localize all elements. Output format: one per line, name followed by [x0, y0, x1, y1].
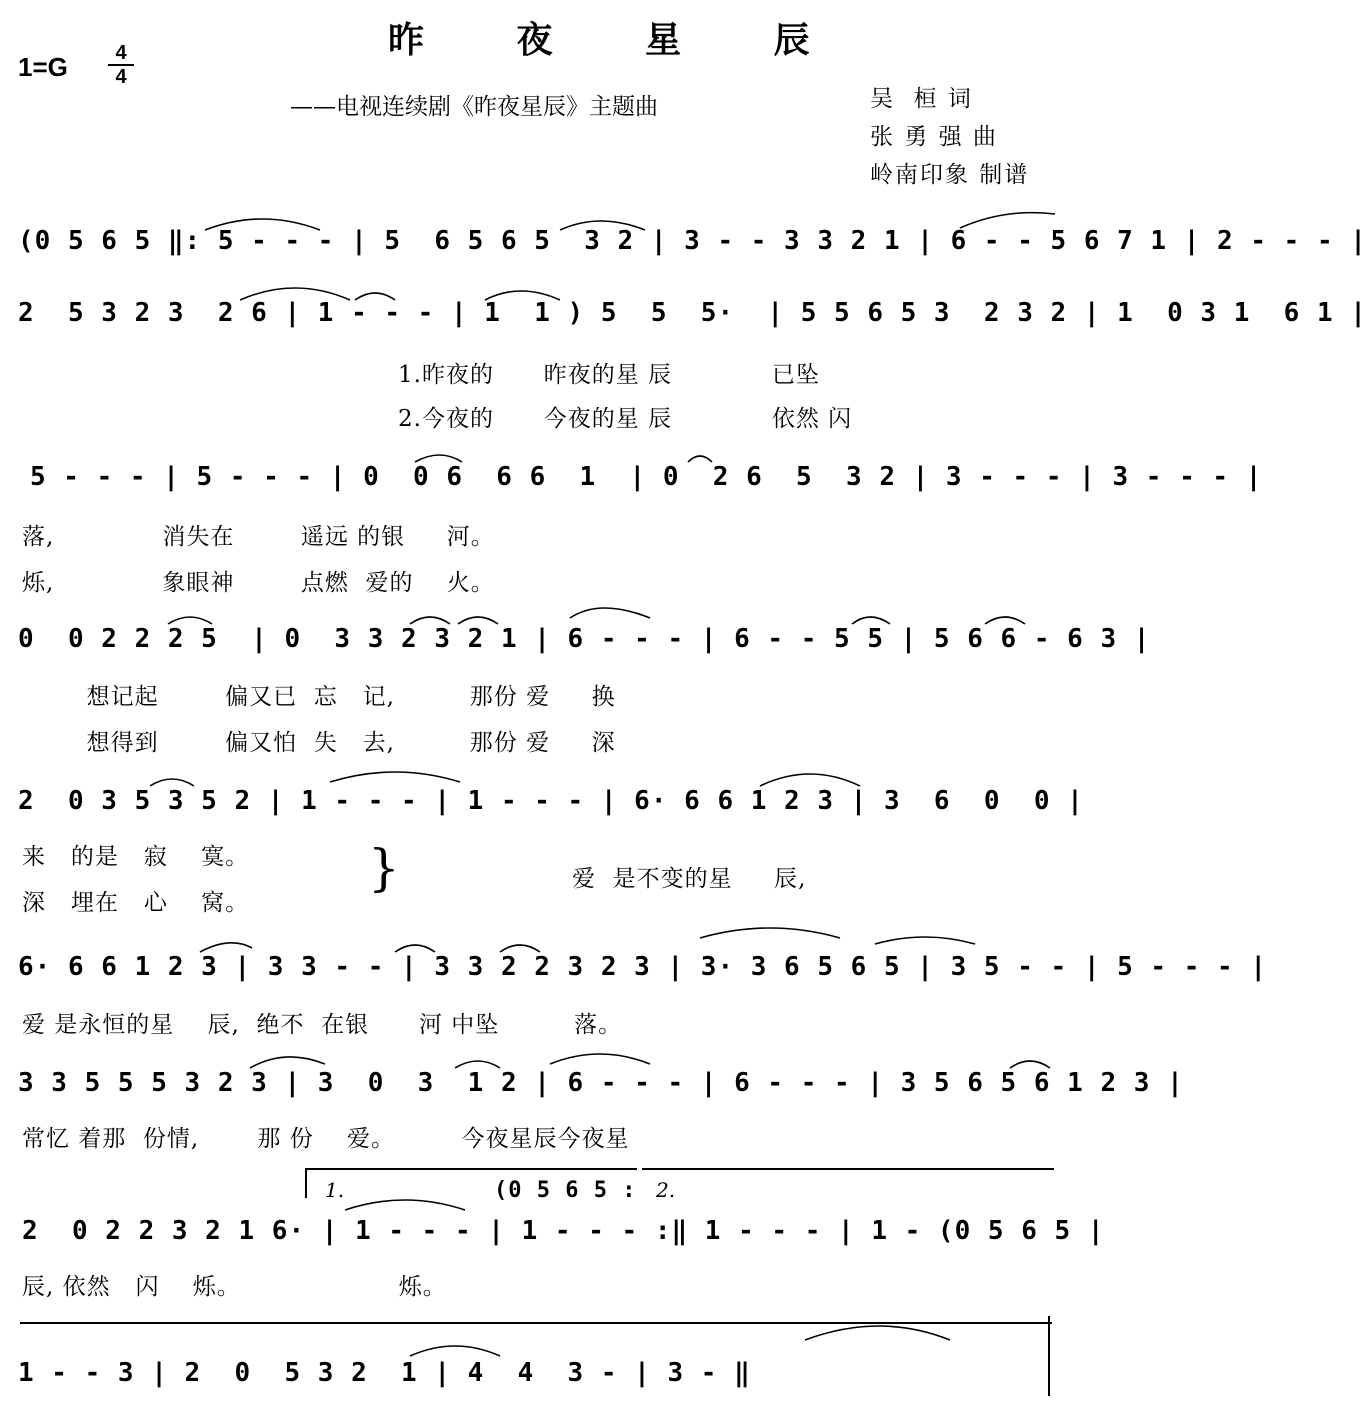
- notation-line-7: 3 3 5 5 5 3 2 3 | 3 0 3 1 2 | 6 - - - | 6 - - - | 3 5 6 5 6 1 2 3 |: [18, 1068, 1184, 1098]
- song-title: 昨 夜 星 辰: [388, 19, 850, 61]
- transcriber-credit: 岭南印象 制谱: [870, 162, 1030, 188]
- notation-line-1: (0 5 6 5 ‖: 5 - - - | 5 6 5 6 5 3 2 | 3 - - 3 3 2 1 | 6 - - 5 6 7 1 | 2 - - - |: [18, 226, 1367, 256]
- slur: [455, 1061, 500, 1068]
- slur: [560, 221, 645, 230]
- lyric-line-6: 爱 是永恒的星 辰, 绝不 在银 河 中坠 落。: [22, 1012, 623, 1038]
- notation-line-5: 2 0 3 5 3 5 2 | 1 - - - | 1 - - - | 6· 6 6 1 2 3 | 3 6 0 0 |: [18, 786, 1084, 816]
- subtitle: ——电视连续剧《昨夜星辰》主题曲: [290, 94, 658, 120]
- key-signature: 1=G: [18, 52, 68, 82]
- slur: [205, 219, 320, 230]
- slur: [1010, 1061, 1050, 1068]
- volta-1-notes: (0 5 6 5 :: [494, 1178, 637, 1203]
- lyric-line-5-chorus: 爱 是不变的星 辰,: [572, 866, 807, 892]
- lyricist-credit: 吴 桓 词: [870, 86, 973, 112]
- notation-line-6: 6· 6 6 1 2 3 | 3 3 - - | 3 3 2 2 3 2 3 | 3· 3 6 5 6 5 | 3 5 - - | 5 - - - |: [18, 952, 1267, 982]
- slur: [240, 288, 350, 300]
- slur: [805, 1326, 950, 1340]
- notation-line-3: 5 - - - | 5 - - - | 0 0 6 6 6 1 | 0 2 6 5 3 2 | 3 - - - | 3 - - - |: [30, 462, 1263, 492]
- slur: [345, 1200, 465, 1210]
- slur: [485, 291, 560, 300]
- slur: [500, 945, 540, 952]
- slur: [570, 608, 650, 618]
- notation-line-2: 2 5 3 2 3 2 6 | 1 - - - | 1 1 ) 5 5 5· | 5 5 6 5 3 2 3 2 | 1 0 3 1 6 1 |: [18, 298, 1367, 328]
- slur: [985, 617, 1025, 624]
- lyric-line-5-verse-1: 来 的是 寂 寞。: [22, 844, 250, 870]
- slur: [200, 943, 252, 952]
- notation-line-8: 2 0 2 2 3 2 1 6· | 1 - - - | 1 - - - :‖ 1 - - - | 1 - (0 5 6 5 |: [22, 1216, 1105, 1246]
- slur: [168, 617, 212, 624]
- lyric-line-3-verse-2: 烁, 象眼神 点燃 爱的 火。: [22, 570, 495, 596]
- slur: [700, 928, 840, 938]
- slur: [395, 945, 435, 952]
- slur: [960, 213, 1055, 228]
- slur: [550, 1054, 650, 1064]
- slur: [415, 455, 462, 462]
- lyric-line-7: 常忆 着那 份情, 那 份 爱。 今夜星辰今夜星: [22, 1126, 630, 1152]
- slur: [852, 617, 890, 624]
- verse-brace: }: [368, 839, 400, 897]
- slur: [150, 779, 194, 786]
- lyric-line-8: 辰, 依然 闪 烁。 烁。: [22, 1274, 447, 1300]
- lyric-line-5-verse-2: 深 埋在 心 窝。: [22, 890, 250, 916]
- slur: [410, 617, 450, 624]
- triplet-slur: [410, 1346, 500, 1356]
- volta-2-label: 2.: [656, 1178, 676, 1202]
- notation-line-4: 0 0 2 2 2 5 | 0 3 3 2 3 2 1 | 6 - - - | 6 - - 5 5 | 5 6 6 - 6 3 |: [18, 624, 1151, 654]
- volta-1-label: 1.: [325, 1178, 345, 1202]
- lyric-line-2-verse-1: 1.昨夜的 昨夜的星 辰 已坠: [398, 362, 820, 388]
- lyric-line-4-verse-1: 想记起 偏又已 忘 记, 那份 爱 换: [70, 684, 616, 710]
- notation-line-9: 1 - - 3 | 2 0 5 3 2 1 | 4 4 3 - | 3 - ‖: [18, 1358, 751, 1388]
- lyric-line-2-verse-2: 2.今夜的 今夜的星 辰 依然 闪: [398, 406, 853, 432]
- slur: [250, 1057, 325, 1068]
- lyric-line-3-verse-1: 落, 消失在 遥远 的银 河。: [22, 524, 495, 550]
- composer-credit: 张 勇 强 曲: [870, 124, 998, 150]
- slur: [458, 617, 498, 624]
- lyric-line-4-verse-2: 想得到 偏又怕 失 去, 那份 爱 深: [70, 730, 616, 756]
- time-signature-top: 4: [108, 42, 134, 66]
- slur: [330, 772, 460, 782]
- slur: [875, 937, 975, 944]
- time-signature-bottom: 4: [115, 66, 127, 88]
- slur: [688, 456, 712, 462]
- slur: [760, 774, 860, 786]
- slur: [355, 293, 395, 300]
